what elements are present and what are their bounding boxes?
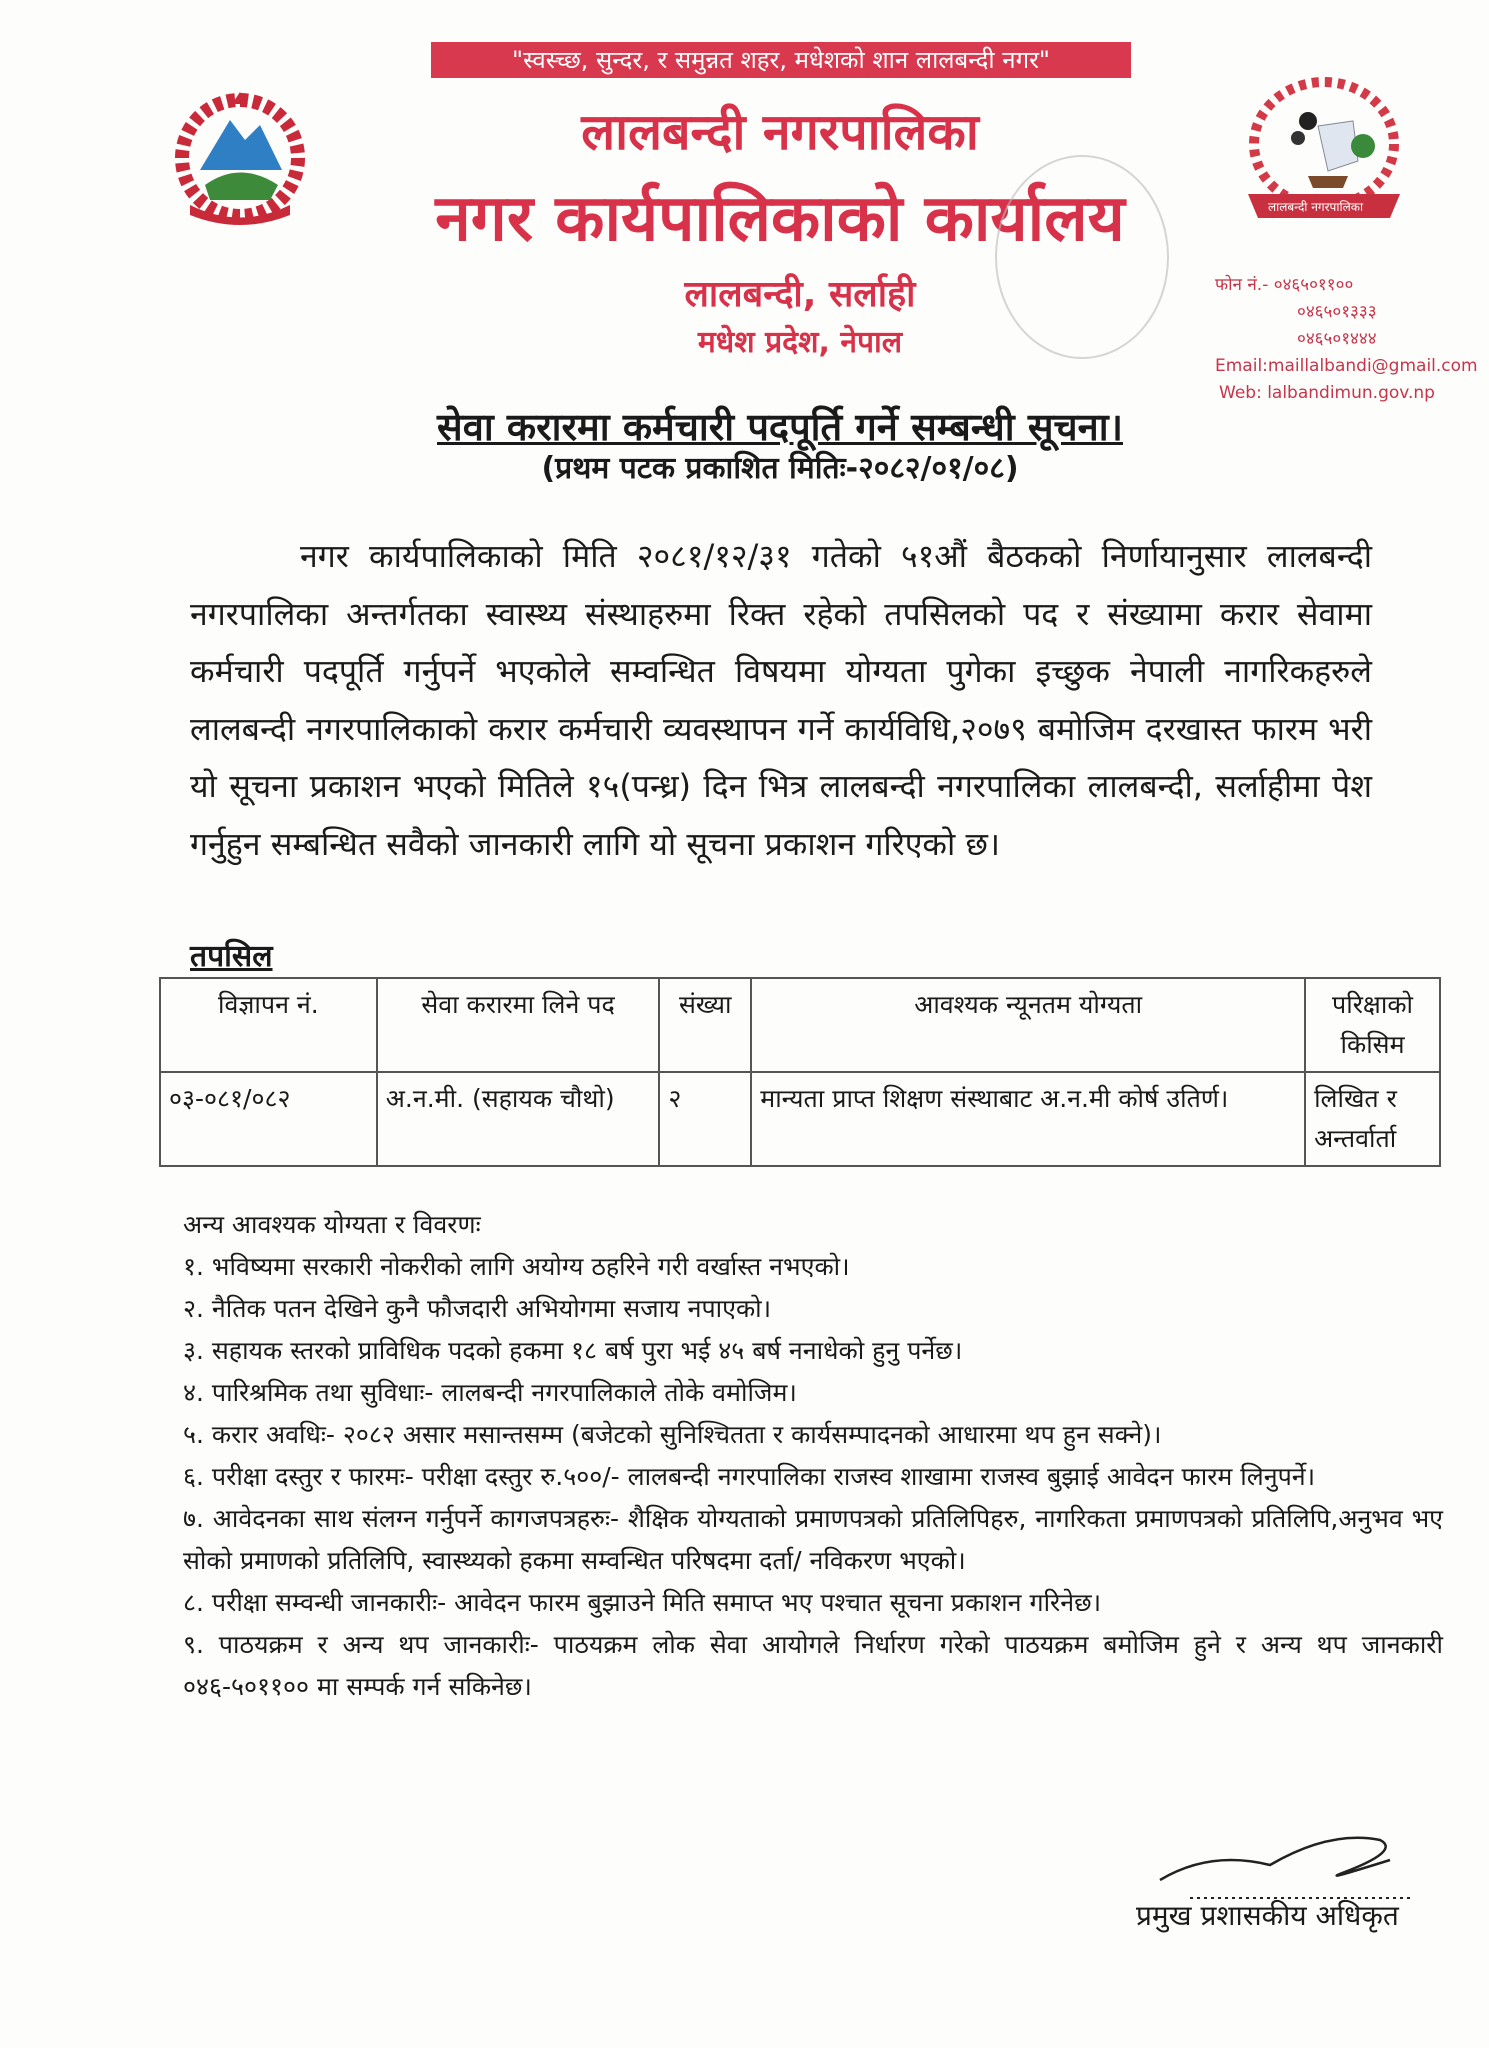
office-name: नगर कार्यपालिकाको कार्यालय xyxy=(435,182,1125,256)
vacancy-table xyxy=(159,977,1441,1167)
nepal-emblem xyxy=(160,90,320,225)
logo-caption: लालबन्दी नगरपालिका xyxy=(1268,200,1364,214)
notice-body: नगर कार्यपालिकाको मिति २०८१/१२/३१ गतेको ५१औं बैठकको निर्णायानुसार लालबन्दी नगरपालिका अन्तर्गतका स्वास्थ्य संस्थाहरुमा रिक्त रहेको तपसिलको पद र संख्यामा करार सेवामा कर्मचारी पदपूर्ति गर्नुपर्ने भएकोले सम्वन्धित विषयमा योग्यता पुगेका इच्छुक नेपाली नागरिकहरुले लालबन्दी नगरपालिकाको करार कर्मचारी व्यवस्थापन गर्ने कार्यविधि,२०७९ बमोजिम दरखास्त फारम भरी यो सूचना प्रकाशन भएको मितिले १५(पन्ध्र) दिन भित्र लालबन्दी नगरपालिका लालबन्दी, सर्लाहीमा पेश गर्नुहुन सम्बन्धित सवैको जानकारी लागि यो सूचना प्रकाशन गरिएको छ। xyxy=(190,537,1372,863)
municipality-logo xyxy=(1238,76,1410,224)
office-seal xyxy=(995,155,1169,359)
list-item: ८. परीक्षा सम्वन्धी जानकारीः- आवेदन फारम बुझाउने मिति समाप्त भए पश्चात सूचना प्रकाशन गरिनेछ। xyxy=(183,1588,1102,1617)
list-item: ७. आवेदनका साथ संलग्न गर्नुपर्ने कागजपत्रहरुः- शैक्षिक योग्यताको प्रमाणपत्रको प्रतिलिपिहरु, नागरिकता प्रमाणपत्रको प्रतिलिपि,अनुभव भए सोको प्रमाणको प्रतिलिपि, स्वास्थ्यको हकमा सम्वन्धित परिषदमा दर्ता/ नविकरण भएको। xyxy=(183,1504,1443,1575)
cell-qualification: मान्यता प्राप्त शिक्षण संस्थाबाट अ.न.मी कोर्ष उतिर्ण। xyxy=(751,1072,1305,1166)
signature xyxy=(1150,1810,1430,1910)
list-item: ३. सहायक स्तरको प्राविधिक पदको हकमा १८ बर्ष पुरा भई ४५ बर्ष ननाधेको हुनु पर्नेछ। xyxy=(183,1336,963,1365)
list-item: ५. करार अवधिः- २०८२ असार मसान्तसम्म (बजेटको सुनिश्चितता र कार्यसम्पादनको आधारमा थप हुन सक्ने)। xyxy=(183,1420,1162,1449)
slogan-banner: "स्वस्च्छ, सुन्दर, र समुन्नत शहर, मधेशको शान लालबन्दी नगर" xyxy=(431,42,1131,78)
table-header-row xyxy=(160,978,1440,1072)
publish-date: (प्रथम पटक प्रकाशित मितिः-२०८२/०१/०८) xyxy=(541,451,1019,486)
header-qualification: आवश्यक न्यूनतम योग्यता xyxy=(751,978,1305,1072)
details-list xyxy=(183,1204,1443,1708)
notice-title: सेवा करारमा कर्मचारी पदपूर्ति गर्ने सम्बन्धी सूचना। xyxy=(437,405,1123,449)
website: Web: lalbandimun.gov.np xyxy=(1219,383,1435,403)
office-province: मधेश प्रदेश, नेपाल xyxy=(697,325,903,360)
cell-ad-no: ०३-०८१/०८२ xyxy=(160,1072,377,1166)
cell-post: अ.न.मी. (सहायक चौथो) xyxy=(377,1072,660,1166)
cell-count: २ xyxy=(659,1072,751,1166)
list-item: ९. पाठयक्रम र अन्य थप जानकारीः- पाठयक्रम लोक सेवा आयोगले निर्धारण गरेको पाठयक्रम बमोजिम हुने र अन्य थप जानकारी ०४६-५०११०० मा सम्पर्क गर्न सकिनेछ। xyxy=(183,1630,1443,1701)
phone-1: फोन नं.- ०४६५०११०० xyxy=(1215,275,1354,295)
header-ad-no: विज्ञापन नं. xyxy=(160,978,377,1072)
table-row xyxy=(160,1072,1440,1166)
office-address: लालबन्दी, सर्लाही xyxy=(684,274,916,315)
header-exam-type: परिक्षाको किसिम xyxy=(1305,978,1440,1072)
list-item: १. भविष्यमा सरकारी नोकरीको लागि अयोग्य ठहरिने गरी वर्खास्त नभएको। xyxy=(183,1252,850,1281)
cell-exam-type: लिखित र अन्तर्वार्ता xyxy=(1305,1072,1440,1166)
municipality-name: लालबन्दी नगरपालिका xyxy=(581,103,979,161)
tapsil-heading: तपसिल xyxy=(190,939,273,974)
phone-2: ०४६५०१३३३ xyxy=(1297,302,1377,322)
email: Email:maillalbandi@gmail.com xyxy=(1215,356,1478,376)
list-item: ४. पारिश्रमिक तथा सुविधाः- लालबन्दी नगरपालिकाले तोके वमोजिम। xyxy=(183,1378,797,1407)
list-item: ६. परीक्षा दस्तुर र फारमः- परीक्षा दस्तुर रु.५००/- लालबन्दी नगरपालिका राजस्व शाखामा राजस्व बुझाई आवेदन फारम लिनुपर्ने। xyxy=(183,1462,1316,1491)
header-post: सेवा करारमा लिने पद xyxy=(377,978,660,1072)
list-item: २. नैतिक पतन देखिने कुनै फौजदारी अभियोगमा सजाय नपाएको। xyxy=(183,1294,772,1323)
contact-block xyxy=(1215,272,1485,407)
phone-3: ०४६५०१४४४ xyxy=(1297,329,1377,349)
header-count: संख्या xyxy=(659,978,751,1072)
details-heading: अन्य आवश्यक योग्यता र विवरणः xyxy=(183,1210,481,1239)
signer-title: प्रमुख प्रशासकीय अधिकृत xyxy=(1136,1899,1399,1932)
